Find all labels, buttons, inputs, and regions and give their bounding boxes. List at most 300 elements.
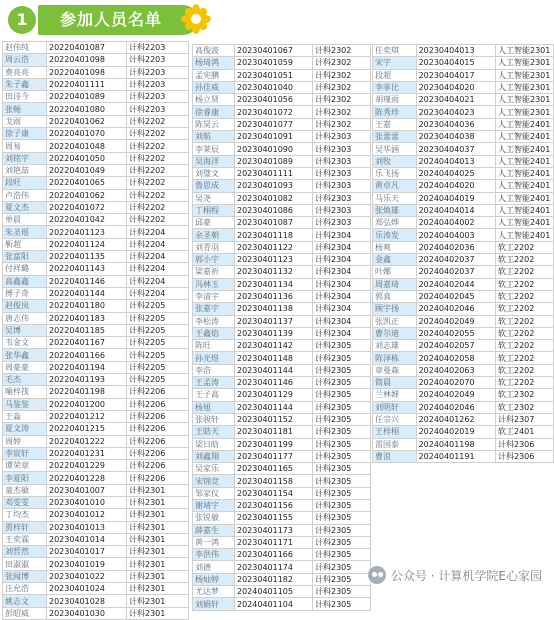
student-id-cell: 20230401158 bbox=[235, 475, 313, 487]
class-cell: 计科2304 bbox=[313, 254, 371, 266]
name-cell: 李清宇 bbox=[193, 290, 235, 302]
name-cell: 韦金文 bbox=[3, 337, 47, 349]
table-row bbox=[373, 118, 554, 130]
class-cell: 人工智能2301 bbox=[496, 45, 554, 57]
table-row bbox=[193, 192, 371, 204]
name-cell: 付祥璐 bbox=[3, 263, 47, 275]
class-cell: 计科2202 bbox=[127, 214, 189, 226]
name-cell: 梁日晗 bbox=[193, 438, 235, 450]
name-cell: 金鑫 bbox=[373, 254, 417, 266]
student-id-cell: 20230401082 bbox=[235, 192, 313, 204]
table-row bbox=[193, 278, 371, 290]
name-cell: 王梓栩 bbox=[373, 426, 417, 438]
table-row bbox=[3, 91, 189, 103]
table-row bbox=[373, 377, 554, 389]
class-cell: 计科2302 bbox=[313, 45, 371, 57]
class-cell: 计科2305 bbox=[313, 463, 371, 475]
student-id-cell: 20230401086 bbox=[235, 204, 313, 216]
watermark-text: 公众号 · 计算机学院E心家园 bbox=[390, 568, 542, 583]
name-cell: 刘明轩 bbox=[373, 401, 417, 413]
class-cell: 计科2306 bbox=[496, 438, 554, 450]
class-cell: 计科2302 bbox=[313, 57, 371, 69]
table-row bbox=[3, 435, 189, 447]
name-cell: 傅子奇 bbox=[3, 287, 47, 299]
table-row bbox=[373, 254, 554, 266]
table-row bbox=[3, 472, 189, 484]
class-cell: 计科2205 bbox=[127, 361, 189, 373]
student-id-cell: 20230401077 bbox=[235, 118, 313, 130]
class-cell: 人工智能2401 bbox=[496, 167, 554, 179]
name-cell: 李洪伟 bbox=[193, 549, 235, 561]
class-cell: 计科2305 bbox=[313, 598, 371, 610]
class-cell: 计科2301 bbox=[127, 521, 189, 533]
class-cell: 软工2401 bbox=[496, 426, 554, 438]
class-cell: 人工智能2401 bbox=[496, 217, 554, 229]
name-cell: 曹浪 bbox=[373, 450, 417, 462]
table-row bbox=[3, 152, 189, 164]
student-id-cell: 20230401093 bbox=[235, 180, 313, 192]
name-cell: 单晨 bbox=[3, 214, 47, 226]
table-row bbox=[373, 81, 554, 93]
class-cell: 计科2203 bbox=[127, 66, 189, 78]
student-id-cell: 20230401091 bbox=[235, 131, 313, 143]
name-cell: 王孟涛 bbox=[193, 377, 235, 389]
class-cell: 计科2305 bbox=[313, 364, 371, 376]
table-row bbox=[3, 251, 189, 263]
student-id-cell: 20240402058 bbox=[416, 352, 495, 364]
class-cell: 计科2301 bbox=[127, 595, 189, 607]
name-cell: 徐子康 bbox=[3, 128, 47, 140]
name-cell: 王子高 bbox=[193, 389, 235, 401]
class-cell: 软工2202 bbox=[496, 315, 554, 327]
name-cell: 胡瑾雨 bbox=[373, 94, 417, 106]
class-cell: 人工智能2301 bbox=[496, 69, 554, 81]
table-row bbox=[193, 266, 371, 278]
student-id-cell: 20240402049 bbox=[416, 315, 495, 327]
student-id-cell: 20240404025 bbox=[416, 167, 495, 179]
name-cell: 兰林婵 bbox=[373, 389, 417, 401]
table-row bbox=[3, 337, 189, 349]
roster-table-2 bbox=[192, 44, 371, 611]
student-id-cell: 20230401089 bbox=[235, 155, 313, 167]
name-cell: 姚志文 bbox=[3, 595, 47, 607]
table-row bbox=[193, 340, 371, 352]
student-id-cell: 20220401231 bbox=[47, 447, 127, 459]
table-row bbox=[3, 374, 189, 386]
class-cell: 软工2202 bbox=[496, 327, 554, 339]
class-cell: 计科2303 bbox=[313, 180, 371, 192]
table-row bbox=[3, 386, 189, 398]
student-id-cell: 20220401065 bbox=[47, 177, 127, 189]
table-row bbox=[373, 131, 554, 143]
student-id-cell: 20230401148 bbox=[235, 352, 313, 364]
table-row bbox=[193, 438, 371, 450]
name-cell: 张焕雄 bbox=[373, 204, 417, 216]
name-cell: 郭小宇 bbox=[193, 254, 235, 266]
table-row bbox=[3, 189, 189, 201]
class-cell: 人工智能2301 bbox=[496, 106, 554, 118]
table-row bbox=[373, 364, 554, 376]
student-id-cell: 20230401138 bbox=[235, 303, 313, 315]
class-cell: 计科2203 bbox=[127, 91, 189, 103]
student-id-cell: 20230401182 bbox=[235, 573, 313, 585]
name-cell: 张骏轩 bbox=[193, 413, 235, 425]
name-cell: 卢浩伟 bbox=[3, 189, 47, 201]
class-cell: 计科2305 bbox=[313, 413, 371, 425]
table-row bbox=[3, 533, 189, 545]
student-id-cell: 20230404015 bbox=[416, 57, 495, 69]
table-row bbox=[193, 377, 371, 389]
class-cell: 计科2305 bbox=[313, 524, 371, 536]
student-id-cell: 20220401185 bbox=[47, 324, 127, 336]
table-row bbox=[373, 57, 554, 69]
student-id-cell: 20220401087 bbox=[47, 42, 127, 54]
student-id-cell: 20220401200 bbox=[47, 398, 127, 410]
student-id-cell: 20230404021 bbox=[416, 94, 495, 106]
class-cell: 计科2305 bbox=[313, 573, 371, 585]
class-cell: 计科2301 bbox=[127, 509, 189, 521]
student-id-cell: 20230401007 bbox=[47, 484, 127, 496]
name-cell: 孙佳威 bbox=[193, 81, 235, 93]
student-id-cell: 20220401072 bbox=[47, 201, 127, 213]
class-cell: 计科2305 bbox=[313, 352, 371, 364]
name-cell: 李松涛 bbox=[193, 315, 235, 327]
name-cell: 毛杰 bbox=[3, 374, 47, 386]
class-cell: 计科2304 bbox=[313, 290, 371, 302]
name-cell: 乐飞扬 bbox=[373, 167, 417, 179]
class-cell: 计科2206 bbox=[127, 472, 189, 484]
student-id-cell: 20230401022 bbox=[47, 570, 127, 582]
table-row bbox=[193, 327, 371, 339]
student-id-cell: 20240402046 bbox=[416, 401, 495, 413]
table-row bbox=[3, 312, 189, 324]
student-id-cell: 20220401098 bbox=[47, 66, 127, 78]
name-cell: 宋宇 bbox=[373, 57, 417, 69]
table-row bbox=[3, 201, 189, 213]
name-cell: 任宗兴 bbox=[373, 413, 417, 425]
student-id-cell: 20240404003 bbox=[416, 229, 495, 241]
name-cell: 田诗今 bbox=[3, 91, 47, 103]
table-row bbox=[3, 521, 189, 533]
student-id-cell: 20230401171 bbox=[235, 536, 313, 548]
name-cell: 周豪豪 bbox=[3, 361, 47, 373]
class-cell: 计科2303 bbox=[313, 155, 371, 167]
table-row bbox=[3, 361, 189, 373]
class-cell: 计科2202 bbox=[127, 164, 189, 176]
class-cell: 软工2202 bbox=[496, 278, 554, 290]
class-cell: 人工智能2401 bbox=[496, 155, 554, 167]
student-id-cell: 20220401183 bbox=[47, 312, 127, 324]
student-id-cell: 20240404002 bbox=[416, 217, 495, 229]
class-cell: 人工智能2301 bbox=[496, 94, 554, 106]
name-cell: 梁嘉祈 bbox=[193, 266, 235, 278]
table-row bbox=[3, 349, 189, 361]
table-row bbox=[193, 180, 371, 192]
name-cell: 黄卓凡 bbox=[373, 180, 417, 192]
student-id-cell: 20230401134 bbox=[235, 278, 313, 290]
table-row bbox=[3, 595, 189, 607]
name-cell: 王皓天 bbox=[193, 426, 235, 438]
student-id-cell: 20230401019 bbox=[47, 558, 127, 570]
class-cell: 人工智能2301 bbox=[496, 81, 554, 93]
name-cell: 叶娜 bbox=[373, 266, 417, 278]
table-row bbox=[373, 315, 554, 327]
class-cell: 计科2304 bbox=[313, 278, 371, 290]
class-cell: 计科2206 bbox=[127, 410, 189, 422]
name-cell: 郑弘烨 bbox=[373, 217, 417, 229]
name-cell: 乐涛发 bbox=[373, 229, 417, 241]
student-id-cell: 20220401062 bbox=[47, 189, 127, 201]
class-cell: 计科2301 bbox=[127, 607, 189, 619]
student-id-cell: 20220401042 bbox=[47, 214, 127, 226]
name-cell: 段旺 bbox=[3, 177, 47, 189]
student-id-cell: 20230401155 bbox=[235, 512, 313, 524]
class-cell: 计科2202 bbox=[127, 128, 189, 140]
student-id-cell: 20230404023 bbox=[416, 106, 495, 118]
table-row bbox=[193, 57, 371, 69]
class-cell: 人工智能2401 bbox=[496, 118, 554, 130]
class-cell: 人工智能2401 bbox=[496, 180, 554, 192]
name-cell: 鲁思成 bbox=[193, 180, 235, 192]
student-id-cell: 20240401262 bbox=[416, 413, 495, 425]
class-cell: 计科2202 bbox=[127, 152, 189, 164]
student-id-cell: 20220401070 bbox=[47, 128, 127, 140]
name-cell: 杨琦鸿 bbox=[193, 57, 235, 69]
class-cell: 计科2305 bbox=[313, 512, 371, 524]
name-cell: 朱圣瑶 bbox=[3, 226, 47, 238]
name-cell: 张锐敏 bbox=[193, 512, 235, 524]
table-row bbox=[193, 106, 371, 118]
name-cell: 朱子鑫 bbox=[3, 78, 47, 90]
table-row bbox=[3, 128, 189, 140]
table-row bbox=[193, 303, 371, 315]
table-row bbox=[373, 438, 554, 450]
table-row bbox=[373, 278, 554, 290]
student-id-cell: 20230401111 bbox=[235, 167, 313, 179]
flower-icon bbox=[181, 4, 211, 34]
name-cell: 章曼森 bbox=[373, 364, 417, 376]
student-id-cell: 20230401122 bbox=[235, 241, 313, 253]
student-id-cell: 20230401017 bbox=[47, 546, 127, 558]
table-row bbox=[373, 426, 554, 438]
table-row bbox=[193, 94, 371, 106]
name-cell: 吴家乐 bbox=[193, 463, 235, 475]
class-cell: 计科2305 bbox=[313, 499, 371, 511]
class-cell: 计科2205 bbox=[127, 337, 189, 349]
roster-table-1 bbox=[2, 41, 189, 620]
student-id-cell: 20240402049 bbox=[416, 389, 495, 401]
student-id-cell: 20220401062 bbox=[47, 115, 127, 127]
class-cell: 软工2202 bbox=[496, 254, 554, 266]
student-id-cell: 20220401050 bbox=[47, 152, 127, 164]
student-id-cell: 20220401194 bbox=[47, 361, 127, 373]
student-id-cell: 20230401051 bbox=[235, 69, 313, 81]
student-id-cell: 20220401135 bbox=[47, 251, 127, 263]
name-cell: 马鉴鉴 bbox=[3, 398, 47, 410]
name-cell: 刘鑫翔 bbox=[193, 450, 235, 462]
class-cell: 计科2303 bbox=[313, 167, 371, 179]
student-id-cell: 20220401193 bbox=[47, 374, 127, 386]
table-row bbox=[373, 180, 554, 192]
class-cell: 计科2306 bbox=[496, 450, 554, 462]
table-row bbox=[3, 42, 189, 54]
name-cell: 孙光煜 bbox=[193, 352, 235, 364]
table-row bbox=[3, 607, 189, 619]
class-cell: 计科2203 bbox=[127, 103, 189, 115]
table-row bbox=[193, 241, 371, 253]
table-row bbox=[3, 558, 189, 570]
name-cell: 喻梓筏 bbox=[3, 386, 47, 398]
class-cell: 计科2305 bbox=[313, 450, 371, 462]
table-row bbox=[3, 484, 189, 496]
student-id-cell: 20220401222 bbox=[47, 435, 127, 447]
class-cell: 计科2303 bbox=[313, 143, 371, 155]
table-row bbox=[373, 217, 554, 229]
table-row bbox=[373, 450, 554, 462]
table-row bbox=[193, 229, 371, 241]
name-cell: 王鑫焰 bbox=[193, 327, 235, 339]
name-cell: 刘牧 bbox=[373, 155, 417, 167]
table-row bbox=[193, 450, 371, 462]
name-cell: 周嘉琦 bbox=[373, 278, 417, 290]
name-cell: 张畅 bbox=[3, 103, 47, 115]
class-cell: 人工智能2301 bbox=[496, 57, 554, 69]
student-id-cell: 20220401180 bbox=[47, 300, 127, 312]
class-cell: 计科2303 bbox=[313, 131, 371, 143]
student-id-cell: 20220401098 bbox=[47, 54, 127, 66]
name-cell: 段超 bbox=[373, 69, 417, 81]
class-cell: 计科2305 bbox=[313, 487, 371, 499]
class-cell: 计科2206 bbox=[127, 398, 189, 410]
name-cell: 贾梓轩 bbox=[3, 521, 47, 533]
student-id-cell: 20230401144 bbox=[235, 364, 313, 376]
student-id-cell: 20230401010 bbox=[47, 496, 127, 508]
table-row bbox=[373, 167, 554, 179]
student-id-cell: 20230401072 bbox=[235, 106, 313, 118]
name-cell: 邓雯雯 bbox=[3, 496, 47, 508]
class-cell: 计科2205 bbox=[127, 324, 189, 336]
class-cell: 计科2202 bbox=[127, 140, 189, 152]
wechat-icon bbox=[368, 566, 386, 584]
class-cell: 计科2206 bbox=[127, 423, 189, 435]
table-row bbox=[373, 327, 554, 339]
student-id-cell: 20240402037 bbox=[416, 266, 495, 278]
table-row bbox=[3, 460, 189, 472]
student-id-cell: 20230401136 bbox=[235, 290, 313, 302]
student-id-cell: 20230401087 bbox=[235, 217, 313, 229]
class-cell: 计科2305 bbox=[313, 475, 371, 487]
name-cell: 简晨 bbox=[373, 377, 417, 389]
table-row bbox=[373, 45, 554, 57]
class-cell: 计科2304 bbox=[313, 315, 371, 327]
table-row bbox=[3, 423, 189, 435]
student-id-cell: 20220401215 bbox=[47, 423, 127, 435]
class-cell: 人工智能2401 bbox=[496, 192, 554, 204]
class-cell: 计科2301 bbox=[127, 558, 189, 570]
student-id-cell: 20230404013 bbox=[416, 45, 495, 57]
student-id-cell: 20230401056 bbox=[235, 94, 313, 106]
table-row bbox=[3, 398, 189, 410]
name-cell: 费亮亮 bbox=[3, 66, 47, 78]
name-cell: 刘哲然 bbox=[3, 546, 47, 558]
table-row bbox=[193, 45, 371, 57]
name-cell: 吴海洋 bbox=[193, 155, 235, 167]
class-cell: 计科2304 bbox=[313, 229, 371, 241]
student-id-cell: 20230401154 bbox=[235, 487, 313, 499]
name-cell: 杨爽 bbox=[373, 241, 417, 253]
student-id-cell: 20240402055 bbox=[416, 327, 495, 339]
table-row bbox=[3, 140, 189, 152]
name-cell: 刘航 bbox=[193, 131, 235, 143]
name-cell: 马乐天 bbox=[373, 192, 417, 204]
name-cell: 刘璧文 bbox=[193, 167, 235, 179]
name-cell: 谢靖宇 bbox=[193, 499, 235, 511]
student-id-cell: 20230404037 bbox=[416, 143, 495, 155]
name-cell: 谭荣章 bbox=[3, 460, 47, 472]
class-cell: 计科2204 bbox=[127, 263, 189, 275]
student-id-cell: 20240404019 bbox=[416, 192, 495, 204]
table-row bbox=[193, 315, 371, 327]
student-id-cell: 20230401177 bbox=[235, 450, 313, 462]
table-row bbox=[3, 509, 189, 521]
name-cell: 丁栩程 bbox=[193, 204, 235, 216]
name-cell: 任奕琪 bbox=[373, 45, 417, 57]
student-id-cell: 20230401139 bbox=[235, 327, 313, 339]
student-id-cell: 20230401059 bbox=[235, 57, 313, 69]
class-cell: 人工智能2401 bbox=[496, 229, 554, 241]
class-cell: 计科2301 bbox=[127, 583, 189, 595]
table-row bbox=[193, 487, 371, 499]
class-cell: 计科2301 bbox=[127, 570, 189, 582]
name-cell: 杨灿婷 bbox=[193, 573, 235, 585]
table-row bbox=[193, 131, 371, 143]
class-cell: 计科2305 bbox=[313, 586, 371, 598]
table-row bbox=[193, 290, 371, 302]
class-cell: 软工2302 bbox=[496, 389, 554, 401]
class-cell: 计科2303 bbox=[313, 217, 371, 229]
class-cell: 计科2301 bbox=[127, 533, 189, 545]
name-cell: 曹尔迪 bbox=[373, 327, 417, 339]
table-row bbox=[193, 204, 371, 216]
student-id-cell: 20220401143 bbox=[47, 263, 127, 275]
table-row bbox=[3, 410, 189, 422]
watermark bbox=[368, 566, 542, 584]
name-cell: 汪允浩 bbox=[3, 583, 47, 595]
student-id-cell: 20230401129 bbox=[235, 389, 313, 401]
name-cell: 陈旺 bbox=[193, 340, 235, 352]
student-id-cell: 20240402044 bbox=[416, 278, 495, 290]
student-id-cell: 20220401048 bbox=[47, 140, 127, 152]
student-id-cell: 20230401146 bbox=[235, 377, 313, 389]
student-id-cell: 20220401198 bbox=[47, 386, 127, 398]
class-cell: 计科2305 bbox=[313, 438, 371, 450]
class-cell: 计科2302 bbox=[313, 69, 371, 81]
student-id-cell: 20230401013 bbox=[47, 521, 127, 533]
page-title: 参加人员名单 bbox=[38, 5, 198, 35]
table-row bbox=[373, 106, 554, 118]
name-cell: 王奕霖 bbox=[3, 533, 47, 545]
class-cell: 计科2304 bbox=[313, 266, 371, 278]
table-row bbox=[373, 69, 554, 81]
student-id-cell: 20230401165 bbox=[235, 463, 313, 475]
class-cell: 软工2202 bbox=[496, 303, 554, 315]
student-id-cell: 20230401123 bbox=[235, 254, 313, 266]
roster-table-3 bbox=[372, 44, 554, 463]
table-row bbox=[3, 263, 189, 275]
table-row bbox=[193, 413, 371, 425]
student-id-cell: 20230401012 bbox=[47, 509, 127, 521]
class-cell: 软工2202 bbox=[496, 266, 554, 278]
